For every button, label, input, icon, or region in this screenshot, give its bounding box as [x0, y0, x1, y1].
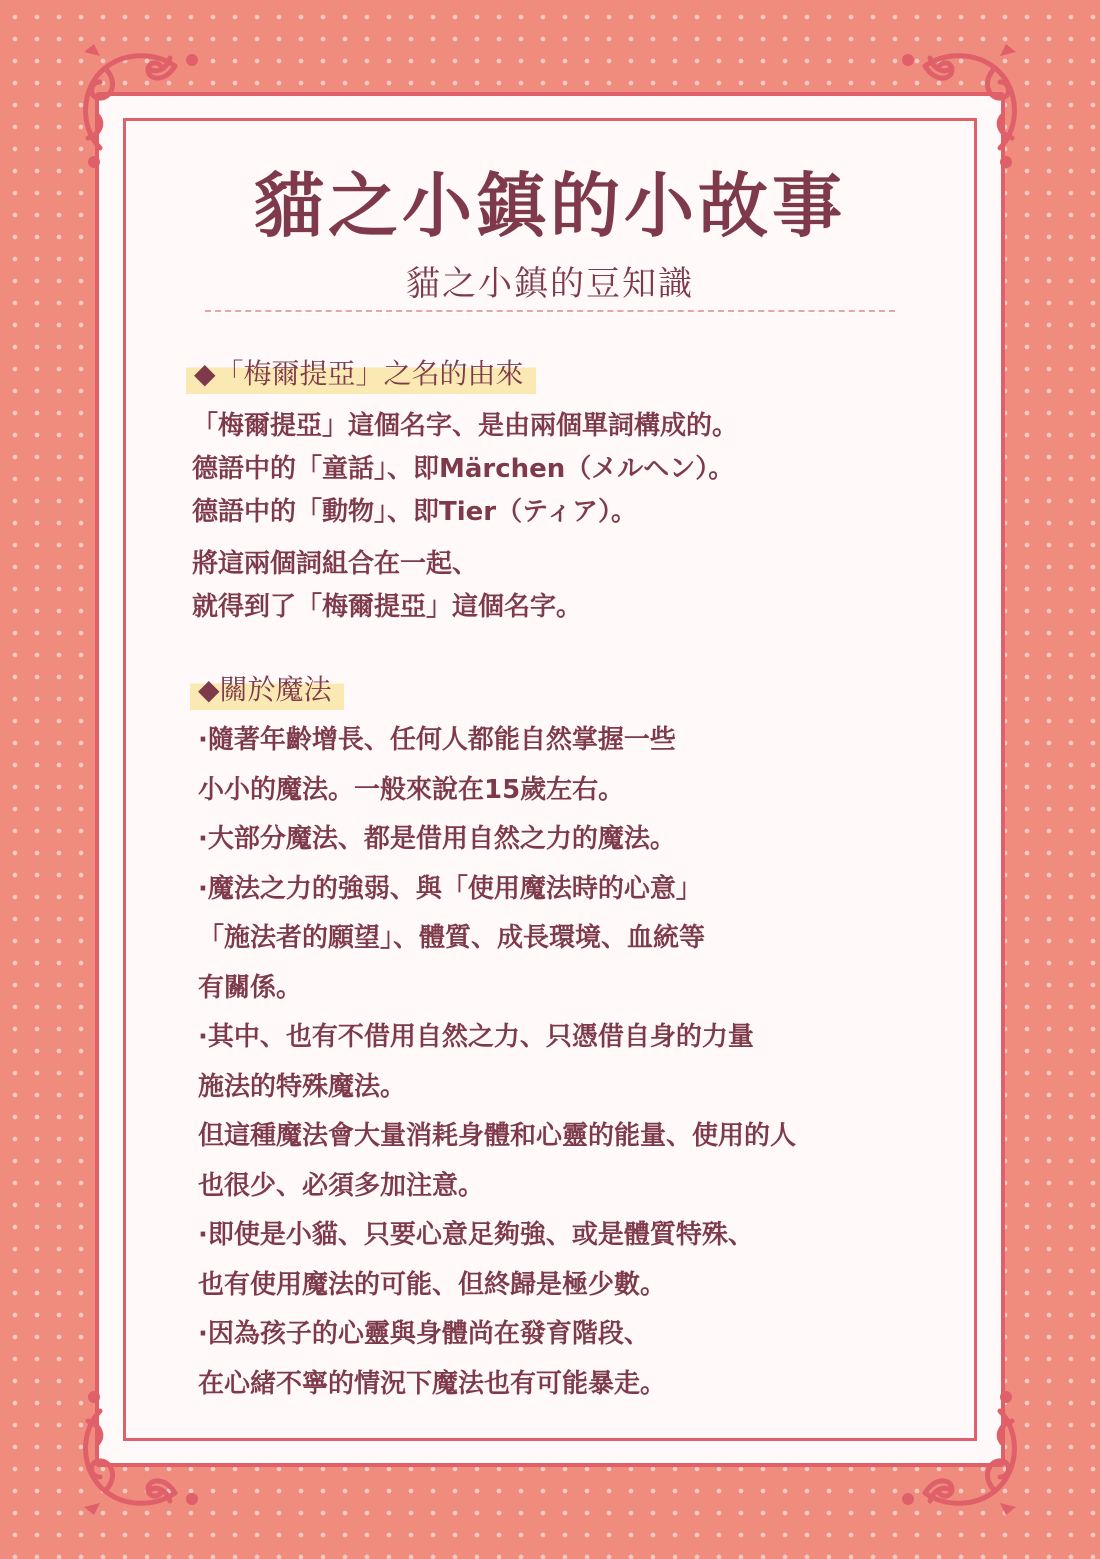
name-origin-paragraph-2: [192, 543, 582, 629]
list-item: 「施法者的願望」、體質、成長環境、血統等: [198, 923, 706, 953]
section-heading-name-origin: ◆「梅爾提亞」之名的由來: [186, 350, 536, 394]
dashed-divider: [205, 310, 895, 312]
list-item: 施法的特殊魔法。: [198, 1071, 407, 1102]
page-subtitle: 貓之小鎮的豆知識: [406, 264, 694, 304]
list-item: ·即使是小貓、只要心意足夠強、或是體質特殊、: [198, 1220, 754, 1250]
list-item: ·隨著年齡增長、任何人都能自然掌握一些: [198, 725, 676, 755]
list-item: 小小的魔法。一般來說在15歲左右。: [198, 774, 625, 805]
list-item: ·大部分魔法、都是借用自然之力的魔法。: [198, 824, 676, 854]
corner-ornament-bottom-left: [70, 1381, 210, 1521]
list-item: 有關係。: [198, 972, 303, 1003]
list-item: 在心緒不寧的情況下魔法也有可能暴走。: [198, 1368, 667, 1399]
list-item: ·其中、也有不借用自然之力、只憑借自身的力量: [198, 1022, 754, 1052]
list-item: ·因為孩子的心靈與身體尚在發育階段、: [198, 1319, 650, 1349]
text-line: 德語中的「童話」、即Märchen（メルヘン）。: [192, 454, 735, 484]
list-item: ·魔法之力的強弱、與「使用魔法時的心意」: [198, 873, 702, 904]
magic-notes-list: [198, 716, 796, 1409]
list-item: 也很少、必須多加注意。: [198, 1170, 485, 1201]
list-item: 也有使用魔法的可能、但終歸是極少數。: [198, 1269, 667, 1300]
page-title: 貓之小鎮的小故事: [254, 164, 846, 247]
name-origin-paragraph-1: [192, 405, 738, 534]
list-item: 但這種魔法會大量消耗身體和心靈的能量、使用的人: [198, 1121, 797, 1151]
text-line: 就得到了「梅爾提亞」這個名字。: [192, 592, 583, 622]
corner-ornament-bottom-right: [890, 1381, 1030, 1521]
text-line: 「梅爾提亞」這個名字、是由兩個單詞構成的。: [192, 411, 739, 441]
section-heading-magic: ◆關於魔法: [190, 666, 344, 710]
text-line: 將這兩個詞組合在一起、: [192, 549, 479, 579]
text-line: 德語中的「動物」、即Tier（ティア）。: [192, 497, 638, 527]
